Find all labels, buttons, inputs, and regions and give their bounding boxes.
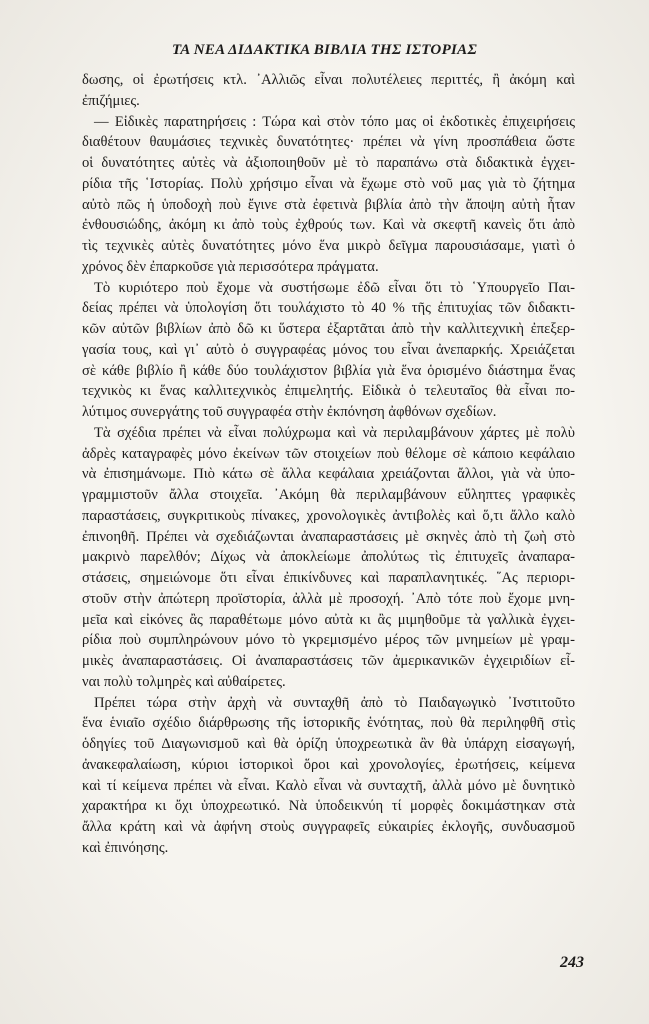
text-line: μακρινὸ παρελθόν; Δίχως νὰ ἀποκλείωμε ἀπολύτως τὶς ἐπιτυχεῖς ἀναπαρα-: [82, 549, 575, 566]
text-line: ρίδια τῆς ῾Ιστορίας. Πολὺ χρήσιμο εἶναι νὰ ἔχωμε στὸ νοῦ μας γιὰ τὸ ζήτημα: [82, 175, 575, 192]
text-line: Πρέπει τώρα στὴν ἀρχὴ νὰ συνταχθῆ ἀπὸ τὸ Παιδαγωγικὸ ᾿Ινστιτοῦτο: [94, 694, 575, 711]
paragraph: [82, 112, 575, 278]
text-line: χρόνος δὲν ἐπαρκοῦσε γιὰ περισσότερα πράγματα.: [82, 258, 379, 275]
text-line: στοῦν στὴν ἀπώτερη προϊστορία, ἀλλὰ μὲ προσοχή. ᾿Απὸ τότε ποὺ ἔχομε μνη-: [82, 590, 575, 607]
text-line: οἱ δυνατότητες αὐτὲς νὰ ἀξιοποιηθοῦν μὲ τὸ παραπάνω στὰ διδακτικὰ ἐγχει-: [82, 155, 575, 171]
paragraph: [82, 693, 575, 859]
text-line: μεῖα καὶ εἰκόνες ἂς παραθέτωμε μόνο αὐτὰ κι ἂς μιμηθοῦμε τὰ γαλλικὰ ἐγχει-: [82, 611, 575, 628]
text-line: ἕνα ἑνιαῖο σχέδιο διάρθρωσης τῆς ἱστορικῆς ἑνότητας, ποὺ θὰ περιληφθῆ στὶς: [82, 715, 575, 732]
text-line: καὶ τί κείμενα πρέπει νὰ εἶναι. Καλὸ εἶναι νὰ συνταχτῆ, ἀλλὰ μόνο μὲ δυνητικὸ: [82, 777, 575, 794]
text-line: ναι πολὺ τολμηρὲς καὶ αὐθαίρετες.: [82, 673, 286, 690]
text-line: σὲ κάθε βιβλίο ἢ κάθε δύο τουλάχιστον βιβλία γιὰ ἕνα ὁρισμένο διάστημα ἕνας: [82, 362, 575, 379]
running-header: ΤΑ ΝΕΑ ΔΙΔΑΚΤΙΚΑ ΒΙΒΛΙΑ ΤΗΣ ΙΣΤΟΡΙΑΣ: [171, 42, 478, 58]
text-line: ἀνακεφαλαίωση, κύριοι ἱστορικοὶ ὅροι καὶ χρονολογίες, ἐρωτήσεις, κείμενα: [82, 756, 575, 773]
text-line: ἐπινοηθῆ. Πρέπει νὰ σχεδιάζωνται ἀναπαραστάσεις μὲ σκηνὲς ἀπὸ τὴ ζωὴ στὸ: [82, 528, 575, 545]
text-line: παραστάσεις, συγκριτικοὺς πίνακες, χρονολογικὲς ἀντιβολὲς καὶ ὅ,τι ἄλλο καλὸ: [82, 507, 575, 524]
text-line: καὶ ἐπινόησης.: [82, 839, 169, 856]
text-line: τὶς τεχνικὲς αὐτὲς δυνατότητες μόνο ἕνα μικρὸ δεῖγμα παρουσιάσαμε, γιατὶ ὁ: [82, 238, 575, 254]
text-line: τεχνικὸς κι ἕνας καλλιτεχνικὸς ἐπιμελητής. Εἰδικὰ ὁ τελευταῖος θὰ εἶναι πο-: [82, 383, 575, 400]
paragraph: [82, 70, 575, 112]
text-line: γραμμιστοῦν ἄλλα στοιχεῖα. ᾿Ακόμη θὰ περιλαμβάνουν εὔληπτες γραφικὲς: [82, 487, 575, 503]
text-line: ὁδηγίες τοῦ Διαγωνισμοῦ καὶ θὰ ὁρίζη ὑποχρεωτικὰ ἂν θὰ ὑπάρχη εἰσαγωγή,: [82, 736, 575, 752]
paragraph: [82, 278, 575, 423]
text-line: ἐνθουσιώδης, ἀκόμη κι ἀπὸ τοὺς ἐχθρούς των. Καὶ νὰ σκεφτῆ κανεὶς ὅτι ἀπὸ: [82, 217, 575, 234]
text-line: Τὰ σχέδια πρέπει νὰ εἶναι πολύχρωμα καὶ νὰ περιλαμβάνουν χάρτες μὲ πολὺ: [94, 424, 575, 441]
text-line: δωσης, οἱ ἐρωτήσεις κτλ. ᾿Αλλιῶς εἶναι πολυτέλειες περιττές, ἢ ἀκόμη καὶ: [82, 72, 575, 88]
text-line: μικὲς ἀναπαραστάσεις. Οἱ ἀναπαραστάσεις τῶν ἀμερικανικῶν ἐγχειριδίων εἶ-: [82, 653, 575, 669]
text-line: λύτιμος συνεργάτης τοῦ συγγραφέα στὴν ἐκπόνηση ἀφθόνων σχεδίων.: [82, 404, 497, 420]
text-line: ἀδρὲς καταγραφὲς μόνο ἐκείνων τῶν στοιχείων ποὺ θέλομε σὲ κάποιο κεφάλαιο: [82, 445, 575, 462]
text-line: αὐτὸ πῶς ἡ ὑποδοχὴ ποὺ ἔγινε στὰ ἐφετινὰ βιβλία ἀπὸ τὴν ἄποψη αὐτὴ ἦταν: [82, 196, 575, 213]
text-line: χαρακτήρα κι ὄχι ὑποχρεωτικό. Νὰ ὑποδεικνύη τί μορφὲς δοκιμάστηκαν στὰ: [82, 798, 575, 815]
page-number: 243: [560, 954, 584, 971]
body-text: [82, 70, 575, 859]
text-line: Τὸ κυριότερο ποὺ ἔχομε νὰ συστήσωμε ἐδῶ εἶναι ὅτι τὸ ῾Υπουργεῖο Παι-: [94, 279, 575, 296]
text-line: δείας πρέπει νὰ ὑπολογίση ὅτι τουλάχιστο τὸ 40 % τῆς ἐπιτυχίας τῶν διδακτι-: [82, 300, 575, 317]
text-line: ἄλλα κράτη καὶ νὰ ἀφήνη στοὺς συγγραφεῖς εὐκαιρίες ἐκλογῆς, συνδυασμοῦ: [82, 819, 575, 835]
text-line: ἐπιζήμιες.: [82, 92, 140, 109]
paragraph: [82, 423, 575, 693]
text-line: νὰ ἐπισημάνωμε. Πιὸ κάτω σὲ ἄλλα κεφάλαια χρειάζονται ἄλλοι, γιὰ νὰ ὑπο-: [82, 466, 575, 483]
text-line: στάσεις, σημειώνομε ὅτι εἶναι ἐπικίνδυνες καὶ παραπλανητικές. ῞Ας περιορι-: [82, 570, 575, 586]
text-line: ρίδια ποὺ συμπληρώνουν μόνο τὸ γκρεμισμένο μέρος τῶν μνημείων μὲ γραμ-: [82, 632, 575, 649]
text-line: διαθέτουν θαυμάσιες τεχνικὲς δυνατότητες· πρέπει νὰ γίνη προσπάθεια ὥστε: [82, 134, 575, 151]
text-line: — Εἰδικὲς παρατηρήσεις : Τώρα καὶ στὸν τόπο μας οἱ ἐκδοτικὲς ἐπιχειρήσεις: [94, 113, 575, 130]
text-line: κῶν αὐτῶν βιβλίων ἀπὸ δῶ κι ὕστερα ἐξαρτᾶται ἀπὸ τὴν καλλιτεχνικὴ ἐπεξερ-: [82, 321, 575, 337]
text-line: γασία τους, καὶ γι᾽ αὐτὸ ὁ συγγραφέας μόνος του εἶναι ἀνεπαρκής. Χρειάζεται: [82, 341, 575, 358]
